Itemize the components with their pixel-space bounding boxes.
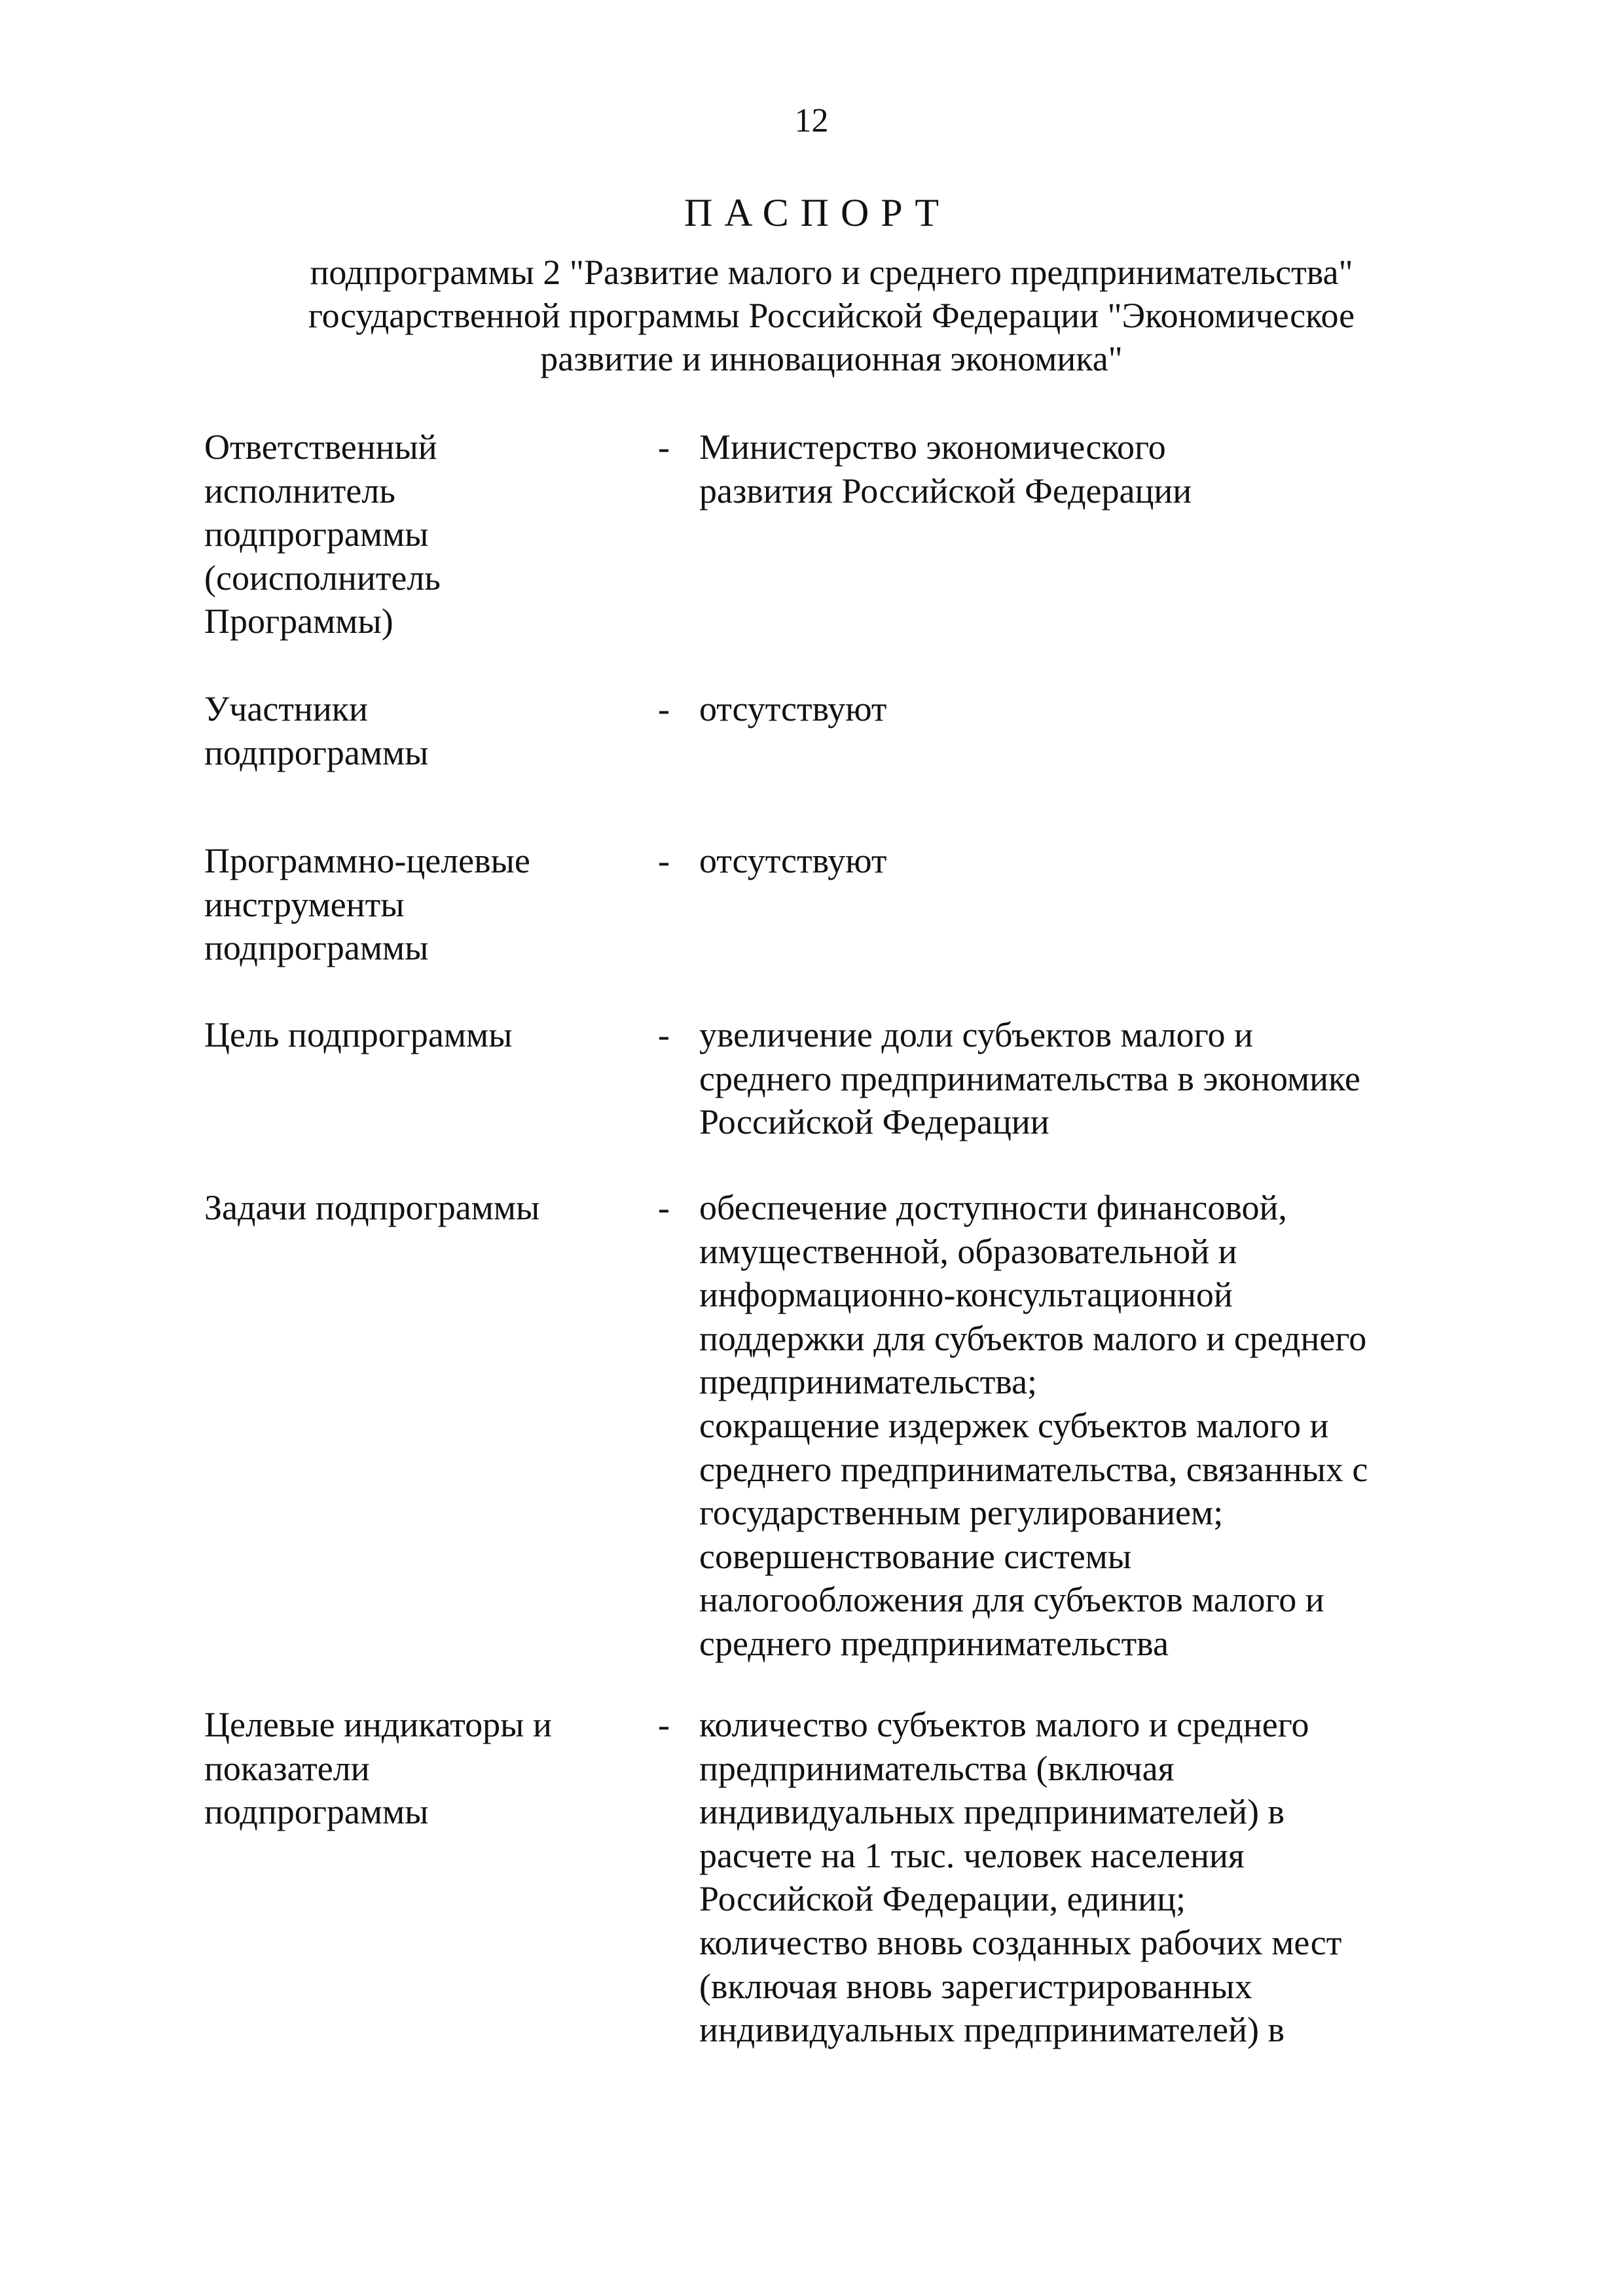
row-value-line: предпринимательства (включая (699, 1748, 1175, 1788)
row-value-line: увеличение доли субъектов малого и (699, 1015, 1253, 1054)
row-value-line: имущественной, образовательной и (699, 1231, 1237, 1271)
row-label (204, 1186, 623, 1230)
row-label-line: инструменты (204, 884, 405, 924)
row-value-line: Российской Федерации, единиц; (699, 1879, 1186, 1919)
row-dash: - (658, 1015, 670, 1054)
row-dash: - (658, 841, 670, 880)
subtitle-line: развитие и инновационная экономика" (540, 339, 1123, 378)
subtitle-line: подпрограммы 2 "Развитие малого и среднего предпринимательства" (310, 253, 1353, 292)
row-value-line: отсутствуют (699, 841, 887, 880)
row-value (699, 1186, 1446, 1666)
document-title: ПАСПОРТ (684, 191, 951, 234)
row-label-line: подпрограммы (204, 732, 429, 772)
row-value-line: среднего предпринимательства, связанных с (699, 1449, 1368, 1489)
page-number: 12 (794, 102, 829, 139)
row-label-line: Задачи подпрограммы (204, 1188, 540, 1227)
document-subtitle (210, 251, 1453, 380)
row-value-line: среднего предпринимательства в экономике (699, 1058, 1360, 1098)
row-value-line: развития Российской Федерации (699, 471, 1192, 511)
row-dash: - (658, 689, 670, 728)
row-value-line: расчете на 1 тыс. человек населения (699, 1835, 1245, 1875)
row-label-line: Участники (204, 689, 368, 728)
row-label-line: (соисполнитель (204, 558, 441, 598)
row-label-line: Целевые индикаторы и (204, 1705, 552, 1744)
row-value-line: Российской Федерации (699, 1102, 1049, 1142)
row-label-line: Ответственный (204, 427, 437, 467)
row-label-line: Программно-целевые (204, 841, 530, 880)
row-value-line: Министерство экономического (699, 427, 1166, 467)
row-label-line: исполнитель (204, 471, 395, 511)
row-label (204, 425, 623, 643)
row-value-line: количество вновь созданных рабочих мест (699, 1922, 1342, 1962)
row-label-line: Цель подпрограммы (204, 1015, 513, 1054)
row-value-line: государственным регулированием; (699, 1493, 1224, 1533)
row-label-line: подпрограммы (204, 1792, 429, 1832)
row-value (699, 1013, 1446, 1144)
row-value-line: количество субъектов малого и среднего (699, 1705, 1309, 1744)
row-label-line: показатели (204, 1748, 370, 1788)
row-value (699, 839, 1446, 883)
row-value-line: предпринимательства; (699, 1362, 1038, 1402)
row-dash: - (658, 1705, 670, 1744)
row-value (699, 425, 1446, 512)
row-value-line: поддержки для субъектов малого и среднего (699, 1318, 1367, 1358)
row-label (204, 1703, 623, 1834)
row-value (699, 1703, 1446, 2052)
row-value-line: (включая вновь зарегистрированных (699, 1966, 1252, 2006)
subtitle-line: государственной программы Российской Федерации "Экономическое (308, 296, 1355, 335)
row-value-line: обеспечение доступности финансовой, (699, 1188, 1287, 1227)
row-value-line: индивидуальных предпринимателей) в (699, 2010, 1285, 2050)
row-value-line: индивидуальных предпринимателей) в (699, 1792, 1285, 1832)
row-label (204, 839, 623, 970)
row-value-line: сокращение издержек субъектов малого и (699, 1405, 1329, 1445)
row-value-line: налогообложения для субъектов малого и (699, 1580, 1324, 1620)
row-dash: - (658, 427, 670, 467)
row-value-line: информационно-консультационной (699, 1275, 1233, 1315)
row-label-line: подпрограммы (204, 928, 429, 968)
row-value (699, 687, 1446, 731)
row-label-line: Программы) (204, 601, 393, 641)
row-label (204, 1013, 623, 1057)
row-value-line: совершенствование системы (699, 1536, 1132, 1576)
row-label-line: подпрограммы (204, 514, 429, 554)
row-value-line: среднего предпринимательства (699, 1623, 1169, 1663)
row-label (204, 687, 623, 774)
row-value-line: отсутствуют (699, 689, 887, 728)
row-dash: - (658, 1188, 670, 1227)
